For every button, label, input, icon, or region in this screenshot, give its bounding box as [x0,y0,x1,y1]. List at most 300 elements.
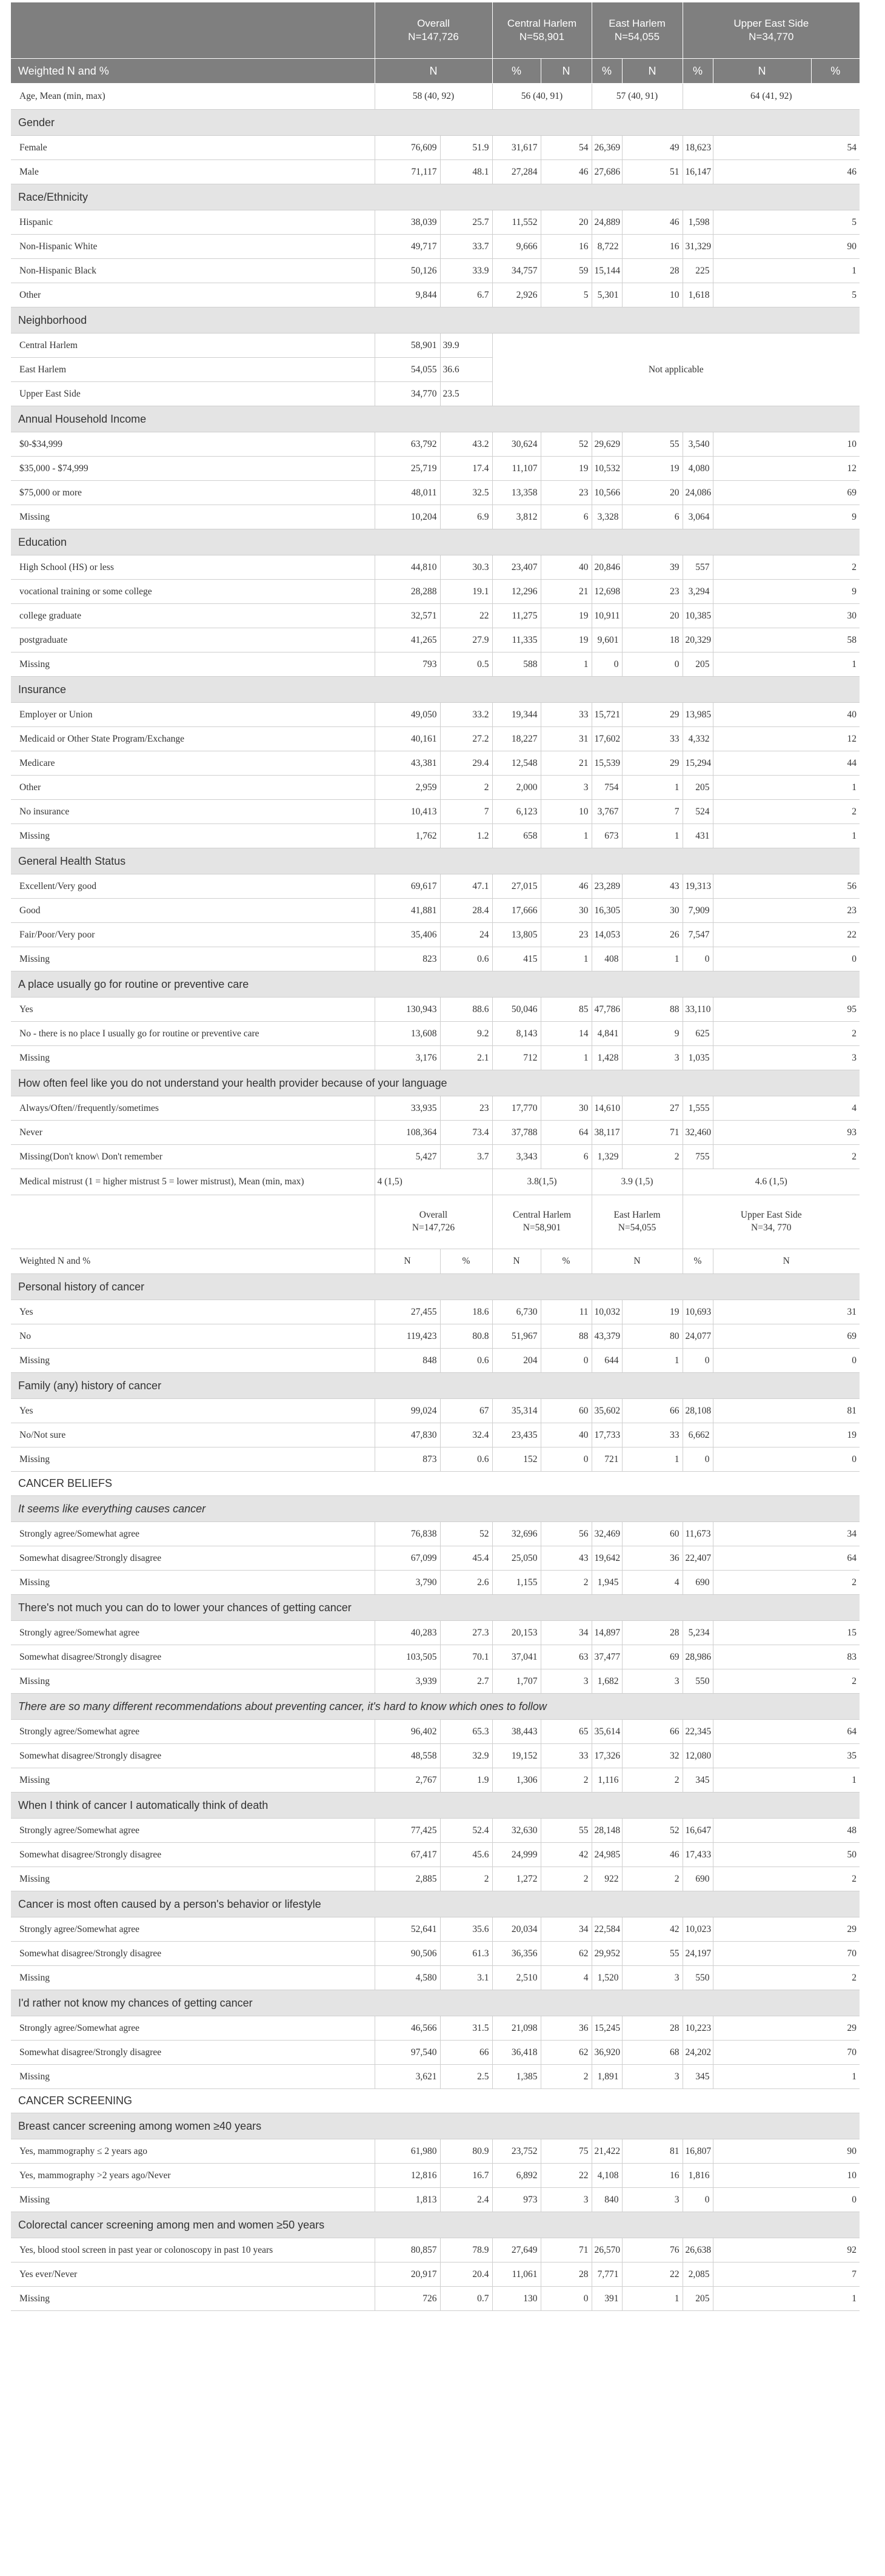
cell-overall-pct: 27.9 [440,628,492,652]
cell-overall-n: 3,939 [375,1669,440,1694]
mistrust-central: 3.8(1,5) [492,1169,592,1195]
cell-overall-pct: 9.2 [440,1022,492,1046]
cell-upper-n: 1 [713,1768,860,1793]
cell-east-pct: 15,245 [592,2016,622,2041]
unit-n: N [713,59,811,84]
section-title: There's not much you can do to lower your chances of getting cancer [11,1595,860,1621]
table-row [11,2238,860,2262]
cell-overall-pct: 23 [440,1096,492,1121]
table-row [11,824,860,848]
cell-overall-n: 33,935 [375,1096,440,1121]
cell-central-pct: 51,967 [492,1324,541,1349]
cell-upper-pct: 24,077 [683,1324,713,1349]
cell-overall-n: 40,161 [375,727,440,751]
cell-overall-pct: 1.9 [440,1768,492,1793]
cell-upper-pct: 16,807 [683,2139,713,2164]
section-title: There are so many different recommendations about preventing cancer, it's hard to know which ones to follow [11,1694,860,1720]
section-heading-row [11,1472,860,1496]
cell-east-n: 46 [622,210,683,235]
table-row [11,1096,860,1121]
age-row [11,84,860,110]
cell-central-pct: 9,666 [492,235,541,259]
row-label: Yes, mammography >2 years ago/Never [11,2164,375,2188]
cell-overall-pct: 7 [440,800,492,824]
cell-overall-n: 13,608 [375,1022,440,1046]
section-title: Breast cancer screening among women ≥40 years [11,2113,860,2139]
table-row [11,160,860,184]
cell-east-n: 55 [622,1942,683,1966]
not-applicable-cell: Not applicable [492,334,860,406]
section-header [11,307,860,334]
cell-east-pct: 15,539 [592,751,622,776]
cell-upper-pct: 31,329 [683,235,713,259]
row-label: Non-Hispanic Black [11,259,375,283]
cell-upper-pct: 205 [683,652,713,677]
cell-east-pct: 9,601 [592,628,622,652]
cell-upper-n: 2 [713,1867,860,1891]
row-label: Hispanic [11,210,375,235]
table-row [11,1669,860,1694]
row-label: Missing [11,947,375,971]
cell-central-pct: 19,344 [492,703,541,727]
cell-upper-n: 0 [713,1447,860,1472]
header-east-harlem: East Harlem N=54,055 [592,2,683,59]
cell-overall-n: 27,455 [375,1300,440,1324]
cell-overall-pct: 3.1 [440,1966,492,1990]
cell-overall-pct: 35.6 [440,1917,492,1942]
cell-central-pct: 36,418 [492,2041,541,2065]
cell-upper-n: 2 [713,1145,860,1169]
cell-east-pct: 15,144 [592,259,622,283]
section-title: Education [11,529,860,555]
cell-central-pct: 34,757 [492,259,541,283]
cell-central-n: 43 [541,1546,592,1571]
section-title: When I think of cancer I automatically think of death [11,1793,860,1819]
row-label: Strongly agree/Somewhat agree [11,1621,375,1645]
cell-east-pct: 32,469 [592,1522,622,1546]
cell-upper-n: 2 [713,1022,860,1046]
cell-central-pct: 36,356 [492,1942,541,1966]
cell-upper-pct: 3,294 [683,580,713,604]
table-row [11,2164,860,2188]
cell-overall-pct: 66 [440,2041,492,2065]
cell-overall-pct: 1.2 [440,824,492,848]
header-upper-east-side: Upper East Side N=34,770 [683,2,860,59]
cell-east-pct: 21,422 [592,2139,622,2164]
cell-central-n: 0 [541,2287,592,2311]
section-header [11,2113,860,2139]
cell-east-n: 1 [622,776,683,800]
cell-east-n: 20 [622,604,683,628]
table-row [11,1145,860,1169]
cell-upper-n: 2 [713,800,860,824]
table-row [11,283,860,307]
cell-upper-pct: 12,080 [683,1744,713,1768]
table-row [11,1022,860,1046]
age-east: 57 (40, 91) [592,84,683,110]
cell-east-pct: 17,733 [592,1423,622,1447]
cell-overall-n: 97,540 [375,2041,440,2065]
cell-east-n: 29 [622,703,683,727]
row-label: No/Not sure [11,1423,375,1447]
table-row [11,432,860,457]
row-label: Somewhat disagree/Strongly disagree [11,1744,375,1768]
cell-central-n: 1 [541,824,592,848]
cell-upper-n: 70 [713,1942,860,1966]
cell-east-pct: 644 [592,1349,622,1373]
cell-overall-pct: 51.9 [440,136,492,160]
cell-upper-n: 22 [713,923,860,947]
cell-overall-pct: 45.4 [440,1546,492,1571]
cell-east-pct: 1,891 [592,2065,622,2089]
table-row [11,1819,860,1843]
table-row [11,1046,860,1070]
table-row [11,1768,860,1793]
section-header [11,1070,860,1096]
cell-east-pct: 29,952 [592,1942,622,1966]
cell-overall-n: 52,641 [375,1917,440,1942]
cell-upper-n: 64 [713,1720,860,1744]
cell-upper-n: 1 [713,652,860,677]
cell-overall-n: 99,024 [375,1399,440,1423]
table-body [11,2,860,2311]
row-label: Missing [11,824,375,848]
section-heading: CANCER SCREENING [11,2089,860,2113]
row-label: vocational training or some college [11,580,375,604]
row-label: Strongly agree/Somewhat agree [11,1522,375,1546]
cell-east-pct: 721 [592,1447,622,1472]
cell-central-pct: 1,707 [492,1669,541,1694]
cell-east-pct: 1,329 [592,1145,622,1169]
cell-overall-pct: 47.1 [440,874,492,899]
cell-east-pct: 35,614 [592,1720,622,1744]
cell-central-pct: 20,153 [492,1621,541,1645]
row-label: Upper East Side [11,382,375,406]
cell-overall-pct: 22 [440,604,492,628]
cell-upper-n: 40 [713,703,860,727]
cell-upper-pct: 32,460 [683,1121,713,1145]
cell-overall-n: 48,558 [375,1744,440,1768]
row-label: Medicaid or Other State Program/Exchange [11,727,375,751]
row-label: Missing [11,2065,375,2089]
cell-overall-n: 119,423 [375,1324,440,1349]
cell-upper-pct: 524 [683,800,713,824]
cell-overall-pct: 6.7 [440,283,492,307]
cell-central-pct: 12,296 [492,580,541,604]
cell-upper-n: 30 [713,604,860,628]
cell-central-pct: 415 [492,947,541,971]
table-row [11,2287,860,2311]
cell-east-n: 2 [622,1145,683,1169]
cell-central-pct: 973 [492,2188,541,2212]
table-row [11,776,860,800]
cell-central-n: 59 [541,259,592,283]
table-row [11,628,860,652]
cell-overall-pct: 2.6 [440,1571,492,1595]
cell-central-pct: 31,617 [492,136,541,160]
cell-upper-n: 2 [713,1571,860,1595]
cell-overall-pct: 67 [440,1399,492,1423]
cell-central-pct: 37,788 [492,1121,541,1145]
cell-upper-n: 54 [713,136,860,160]
row-label: Missing [11,1349,375,1373]
cell-east-pct: 754 [592,776,622,800]
cell-upper-n: 56 [713,874,860,899]
cell-overall-n: 46,566 [375,2016,440,2041]
cell-upper-n: 92 [713,2238,860,2262]
cell-east-n: 3 [622,2188,683,2212]
cell-central-n: 22 [541,2164,592,2188]
table-row [11,1867,860,1891]
cell-east-n: 1 [622,1349,683,1373]
row-label: Missing [11,1768,375,1793]
cell-upper-pct: 1,598 [683,210,713,235]
cell-overall-n: 40,283 [375,1621,440,1645]
header-central [492,1195,592,1249]
header-row-groups-2 [11,1195,860,1249]
cell-east-n: 66 [622,1720,683,1744]
section-title: A place usually go for routine or preventive care [11,971,860,998]
cell-central-n: 19 [541,604,592,628]
table-row [11,334,860,358]
cell-upper-pct: 26,638 [683,2238,713,2262]
cell-upper-pct: 16,647 [683,1819,713,1843]
cell-overall-pct: 43.2 [440,432,492,457]
cell-upper-pct: 0 [683,2188,713,2212]
section-header [11,1694,860,1720]
table-row [11,505,860,529]
section-header [11,2212,860,2238]
cell-east-pct: 16,305 [592,899,622,923]
cell-upper-pct: 7,909 [683,899,713,923]
cell-east-pct: 14,610 [592,1096,622,1121]
cell-upper-pct: 17,433 [683,1843,713,1867]
cell-central-n: 60 [541,1399,592,1423]
row-label: Somewhat disagree/Strongly disagree [11,1843,375,1867]
weighted-label: Weighted N and % [11,59,375,84]
cell-upper-pct: 690 [683,1571,713,1595]
cell-central-pct: 23,407 [492,555,541,580]
cell-central-n: 19 [541,628,592,652]
table-row [11,1324,860,1349]
cell-east-n: 28 [622,259,683,283]
cell-east-n: 3 [622,1966,683,1990]
table-row [11,1966,860,1990]
header-overall: Overall N=147,726 [375,2,492,59]
cell-overall-pct: 0.7 [440,2287,492,2311]
cell-overall-pct: 32.4 [440,1423,492,1447]
unit-pct: % [492,59,541,84]
cell-east-n: 3 [622,1669,683,1694]
characteristics-table [11,2,860,2311]
cell-east-n: 71 [622,1121,683,1145]
section-title: Personal history of cancer [11,1274,860,1300]
table-row [11,235,860,259]
row-label: Excellent/Very good [11,874,375,899]
cell-central-n: 31 [541,727,592,751]
cell-upper-n: 10 [713,2164,860,2188]
cell-east-pct: 26,570 [592,2238,622,2262]
cell-central-n: 0 [541,1349,592,1373]
cell-east-pct: 15,721 [592,703,622,727]
cell-upper-n: 48 [713,1819,860,1843]
cell-east-n: 23 [622,580,683,604]
table-row [11,899,860,923]
row-label: Missing [11,1046,375,1070]
cell-overall-pct: 61.3 [440,1942,492,1966]
cell-central-n: 3 [541,2188,592,2212]
cell-upper-n: 1 [713,259,860,283]
cell-central-n: 88 [541,1324,592,1349]
cell-central-n: 28 [541,2262,592,2287]
cell-east-n: 28 [622,1621,683,1645]
cell-upper-n: 70 [713,2041,860,2065]
section-header [11,1274,860,1300]
cell-upper-n: 0 [713,2188,860,2212]
cell-central-pct: 32,630 [492,1819,541,1843]
cell-central-n: 65 [541,1720,592,1744]
cell-overall-n: 96,402 [375,1720,440,1744]
cell-upper-n: 12 [713,727,860,751]
row-label: Always/Often//frequently/sometimes [11,1096,375,1121]
cell-overall-pct: 78.9 [440,2238,492,2262]
mistrust-east: 3.9 (1,5) [592,1169,683,1195]
cell-east-n: 80 [622,1324,683,1349]
cell-upper-pct: 205 [683,2287,713,2311]
unit-pct: % [541,1249,592,1274]
cell-central-pct: 130 [492,2287,541,2311]
cell-east-pct: 3,328 [592,505,622,529]
age-upper: 64 (41, 92) [683,84,860,110]
row-label: Good [11,899,375,923]
cell-upper-n: 83 [713,1645,860,1669]
row-label: Somewhat disagree/Strongly disagree [11,1546,375,1571]
cell-upper-pct: 0 [683,947,713,971]
cell-central-n: 6 [541,505,592,529]
cell-central-n: 46 [541,874,592,899]
cell-upper-n: 0 [713,947,860,971]
row-label: High School (HS) or less [11,555,375,580]
cell-upper-n: 7 [713,2262,860,2287]
cell-overall-n: 873 [375,1447,440,1472]
cell-east-n: 76 [622,2238,683,2262]
cell-central-n: 2 [541,1571,592,1595]
cell-east-n: 10 [622,283,683,307]
weighted-label: Weighted N and % [11,1249,375,1274]
cell-overall-n: 3,176 [375,1046,440,1070]
cell-east-pct: 47,786 [592,998,622,1022]
section-title: Cancer is most often caused by a person's behavior or lifestyle [11,1891,860,1917]
cell-upper-n: 34 [713,1522,860,1546]
table-row [11,998,860,1022]
cell-central-n: 62 [541,2041,592,2065]
cell-overall-n: 58,901 [375,334,440,358]
cell-overall-pct: 2 [440,776,492,800]
cell-upper-pct: 22,407 [683,1546,713,1571]
section-heading-row [11,2089,860,2113]
cell-east-n: 81 [622,2139,683,2164]
table-row [11,800,860,824]
mistrust-row [11,1169,860,1195]
section-title: General Health Status [11,848,860,874]
section-header [11,1373,860,1399]
cell-overall-n: 43,381 [375,751,440,776]
cell-central-pct: 11,552 [492,210,541,235]
cell-overall-pct: 24 [440,923,492,947]
table-row [11,923,860,947]
cell-overall-pct: 6.9 [440,505,492,529]
cell-overall-pct: 19.1 [440,580,492,604]
cell-east-n: 69 [622,1645,683,1669]
cell-overall-n: 9,844 [375,283,440,307]
cell-central-pct: 8,143 [492,1022,541,1046]
header-group-n: N=54,055 [618,1223,656,1233]
cell-overall-pct: 33.2 [440,703,492,727]
cell-upper-n: 19 [713,1423,860,1447]
row-label: $0-$34,999 [11,432,375,457]
cell-east-pct: 19,642 [592,1546,622,1571]
cell-central-n: 63 [541,1645,592,1669]
table-row [11,1942,860,1966]
cell-overall-n: 41,881 [375,899,440,923]
cell-central-n: 75 [541,2139,592,2164]
row-label: Never [11,1121,375,1145]
cell-overall-n: 54,055 [375,358,440,382]
cell-overall-n: 25,719 [375,457,440,481]
cell-overall-n: 12,816 [375,2164,440,2188]
cell-east-n: 26 [622,923,683,947]
cell-east-pct: 14,053 [592,923,622,947]
section-header [11,1891,860,1917]
cell-upper-pct: 24,197 [683,1942,713,1966]
cell-overall-pct: 52.4 [440,1819,492,1843]
cell-central-pct: 588 [492,652,541,677]
cell-central-pct: 6,730 [492,1300,541,1324]
cell-central-n: 2 [541,2065,592,2089]
row-label: Non-Hispanic White [11,235,375,259]
section-title: How often feel like you do not understand your health provider because of your language [11,1070,860,1096]
cell-overall-pct: 36.6 [440,358,492,382]
row-label: Yes [11,1300,375,1324]
row-label: Fair/Poor/Very poor [11,923,375,947]
table-row [11,652,860,677]
cell-east-n: 7 [622,800,683,824]
cell-central-pct: 658 [492,824,541,848]
table-row [11,874,860,899]
cell-central-pct: 32,696 [492,1522,541,1546]
row-label: Strongly agree/Somewhat agree [11,2016,375,2041]
cell-overall-n: 10,204 [375,505,440,529]
unit-pct: % [811,59,860,84]
cell-overall-n: 80,857 [375,2238,440,2262]
row-label: Yes, mammography ≤ 2 years ago [11,2139,375,2164]
cell-overall-n: 2,959 [375,776,440,800]
cell-overall-pct: 0.6 [440,1349,492,1373]
row-label: Other [11,283,375,307]
header-central-harlem: Central Harlem N=58,901 [492,2,592,59]
cell-overall-n: 108,364 [375,1121,440,1145]
cell-upper-n: 3 [713,1046,860,1070]
cell-east-pct: 408 [592,947,622,971]
cell-upper-n: 46 [713,160,860,184]
table-row [11,1300,860,1324]
cell-upper-pct: 13,985 [683,703,713,727]
cell-upper-n: 50 [713,1843,860,1867]
header-group-n: N=58,901 [523,1223,561,1233]
cell-central-n: 40 [541,555,592,580]
cell-east-pct: 27,686 [592,160,622,184]
cell-east-n: 43 [622,874,683,899]
